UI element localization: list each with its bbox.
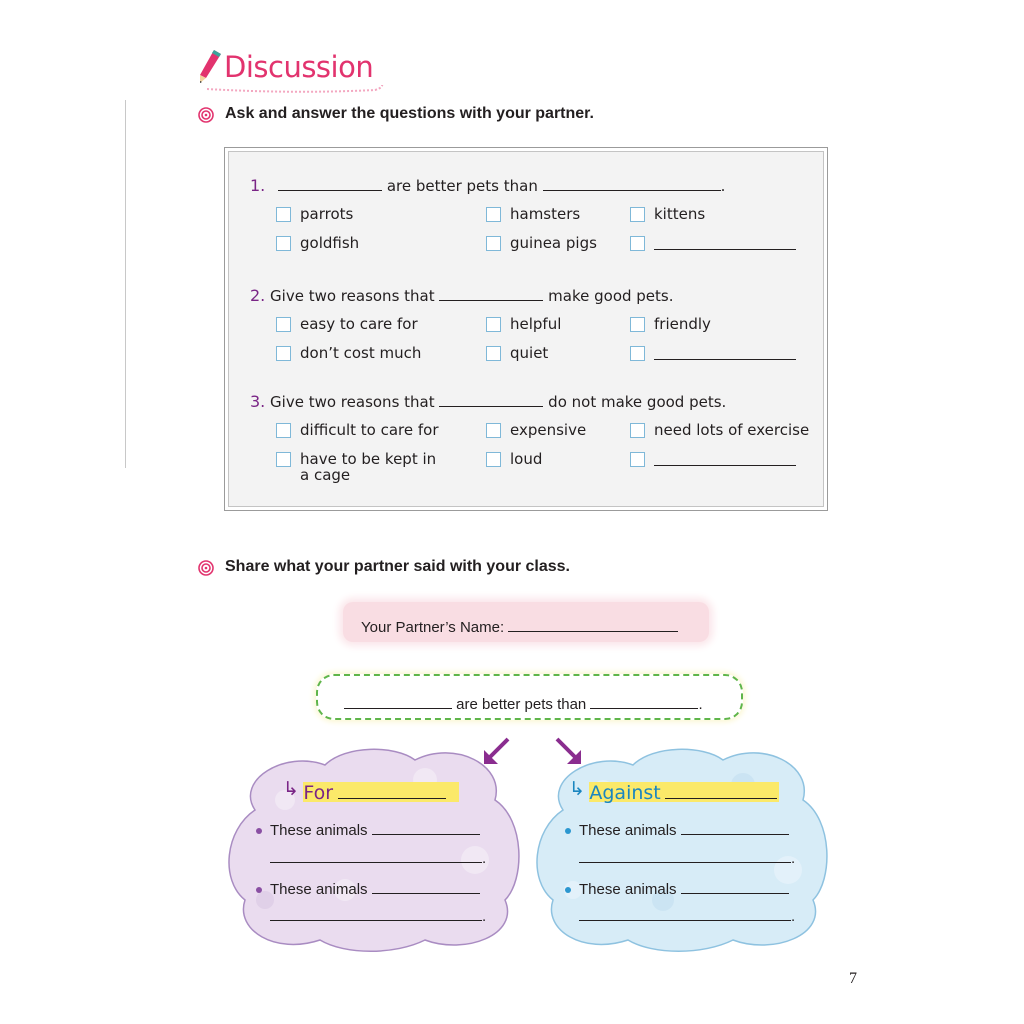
against-line-1-cont	[579, 848, 795, 867]
question-text: do not make good pets.	[548, 393, 727, 411]
against-heading-label: Against	[589, 782, 661, 804]
answer-blank[interactable]	[270, 848, 482, 863]
option-label: need lots of exercise	[654, 421, 810, 439]
page-gutter-line	[125, 100, 126, 468]
bullet-dot	[256, 828, 262, 834]
partner-name-field[interactable]	[361, 617, 678, 636]
for-line-2	[256, 879, 480, 898]
option-label: have to be kept in	[300, 450, 437, 468]
answer-blank[interactable]	[654, 345, 796, 360]
period: .	[482, 908, 487, 925]
question-3	[250, 392, 726, 411]
bullet-dot	[565, 828, 571, 834]
pencil-icon	[197, 48, 223, 84]
answer-blank[interactable]	[681, 820, 789, 835]
option-label-cont: a cage	[300, 466, 351, 484]
checkbox[interactable]	[630, 317, 645, 332]
checkbox[interactable]	[630, 423, 645, 438]
answer-blank[interactable]	[681, 879, 789, 894]
return-arrow-icon: ↳	[569, 778, 585, 800]
option-goldfish[interactable]	[276, 235, 359, 251]
against-line-2	[565, 879, 789, 898]
bullet-dot	[256, 887, 262, 893]
question-number: 3.	[250, 392, 266, 411]
option-parrots[interactable]	[276, 206, 353, 222]
option-dont-cost-much[interactable]	[276, 345, 421, 361]
checkbox[interactable]	[630, 452, 645, 467]
option-kept-in-cage[interactable]	[276, 451, 436, 483]
checkbox[interactable]	[276, 207, 291, 222]
period: .	[791, 850, 796, 867]
answer-blank[interactable]	[439, 392, 543, 407]
for-line-2-cont	[270, 906, 486, 925]
page-number: 7	[849, 970, 857, 987]
answer-blank[interactable]	[372, 879, 480, 894]
answer-blank[interactable]	[654, 235, 796, 250]
question-period: .	[720, 177, 726, 195]
option-label: quiet	[510, 344, 549, 362]
answer-blank[interactable]	[270, 906, 482, 921]
question-text: are better pets than	[386, 177, 538, 195]
checkbox[interactable]	[276, 346, 291, 361]
option-other[interactable]	[630, 345, 796, 361]
question-number: 2.	[250, 286, 266, 305]
option-label: difficult to care for	[300, 421, 439, 439]
option-need-lots-of-exercise[interactable]	[630, 422, 809, 438]
instruction-share: Share what your partner said with your class.	[225, 558, 570, 575]
for-line-1	[256, 820, 480, 839]
for-blank[interactable]	[338, 784, 446, 799]
checkbox[interactable]	[630, 236, 645, 251]
statement-text: are better pets than	[456, 696, 587, 713]
bullet-dot	[565, 887, 571, 893]
against-heading	[569, 778, 779, 804]
answer-blank[interactable]	[590, 694, 698, 709]
for-line-text: These animals	[270, 822, 368, 839]
question-number: 1.	[250, 176, 266, 195]
option-guinea-pigs[interactable]	[486, 235, 597, 251]
against-line-text: These animals	[579, 822, 677, 839]
spiral-bullet-icon	[198, 107, 214, 123]
checkbox[interactable]	[486, 452, 501, 467]
option-hamsters[interactable]	[486, 206, 580, 222]
checkbox[interactable]	[630, 346, 645, 361]
checkbox[interactable]	[486, 346, 501, 361]
answer-blank[interactable]	[654, 451, 796, 466]
option-label: kittens	[654, 205, 706, 223]
checkbox[interactable]	[276, 236, 291, 251]
return-arrow-icon: ↳	[283, 778, 299, 800]
spiral-bullet-icon	[198, 560, 214, 576]
option-label: easy to care for	[300, 315, 418, 333]
title-underline-decoration	[205, 85, 385, 93]
checkbox[interactable]	[486, 236, 501, 251]
instruction-ask-answer: Ask and answer the questions with your partner.	[225, 105, 594, 122]
checkbox[interactable]	[276, 423, 291, 438]
for-line-1-cont	[270, 848, 486, 867]
checkbox[interactable]	[486, 317, 501, 332]
option-quiet[interactable]	[486, 345, 548, 361]
option-label: friendly	[654, 315, 711, 333]
period: .	[791, 908, 796, 925]
question-text: make good pets.	[548, 287, 674, 305]
for-heading-label: For	[303, 782, 334, 804]
question-text: Give two reasons that	[270, 393, 435, 411]
option-label: don’t cost much	[300, 344, 422, 362]
statement-period: .	[698, 696, 703, 713]
option-label: loud	[510, 450, 543, 468]
page-title: Discussion	[224, 50, 374, 84]
option-friendly[interactable]	[630, 316, 711, 332]
option-label: expensive	[510, 421, 587, 439]
answer-blank[interactable]	[579, 906, 791, 921]
against-blank[interactable]	[665, 784, 777, 799]
option-loud[interactable]	[486, 451, 542, 467]
partner-name-label: Your Partner’s Name:	[361, 619, 505, 636]
option-kittens[interactable]	[630, 206, 705, 222]
answer-blank[interactable]	[344, 694, 452, 709]
option-label: goldfish	[300, 234, 360, 252]
answer-blank[interactable]	[439, 286, 543, 301]
checkbox[interactable]	[486, 423, 501, 438]
option-other[interactable]	[630, 451, 796, 467]
checkbox[interactable]	[486, 207, 501, 222]
question-text: Give two reasons that	[270, 287, 435, 305]
option-label: hamsters	[510, 205, 581, 223]
option-label: parrots	[300, 205, 354, 223]
partner-name-blank[interactable]	[508, 617, 678, 632]
option-label: guinea pigs	[510, 234, 597, 252]
checkbox[interactable]	[276, 317, 291, 332]
question-1	[250, 176, 725, 195]
against-line-2-cont	[579, 906, 795, 925]
option-label: helpful	[510, 315, 562, 333]
answer-blank[interactable]	[543, 176, 721, 191]
checkbox[interactable]	[630, 207, 645, 222]
question-2	[250, 286, 674, 305]
statement-sentence	[344, 694, 703, 713]
option-expensive[interactable]	[486, 422, 586, 438]
for-line-text: These animals	[270, 881, 368, 898]
against-line-text: These animals	[579, 881, 677, 898]
answer-blank[interactable]	[372, 820, 480, 835]
option-other[interactable]	[630, 235, 796, 251]
option-helpful[interactable]	[486, 316, 561, 332]
option-difficult-to-care-for[interactable]	[276, 422, 439, 438]
against-line-1	[565, 820, 789, 839]
answer-blank[interactable]	[278, 176, 382, 191]
answer-blank[interactable]	[579, 848, 791, 863]
period: .	[482, 850, 487, 867]
checkbox[interactable]	[276, 452, 291, 467]
for-heading	[283, 778, 459, 804]
option-easy-to-care-for[interactable]	[276, 316, 418, 332]
